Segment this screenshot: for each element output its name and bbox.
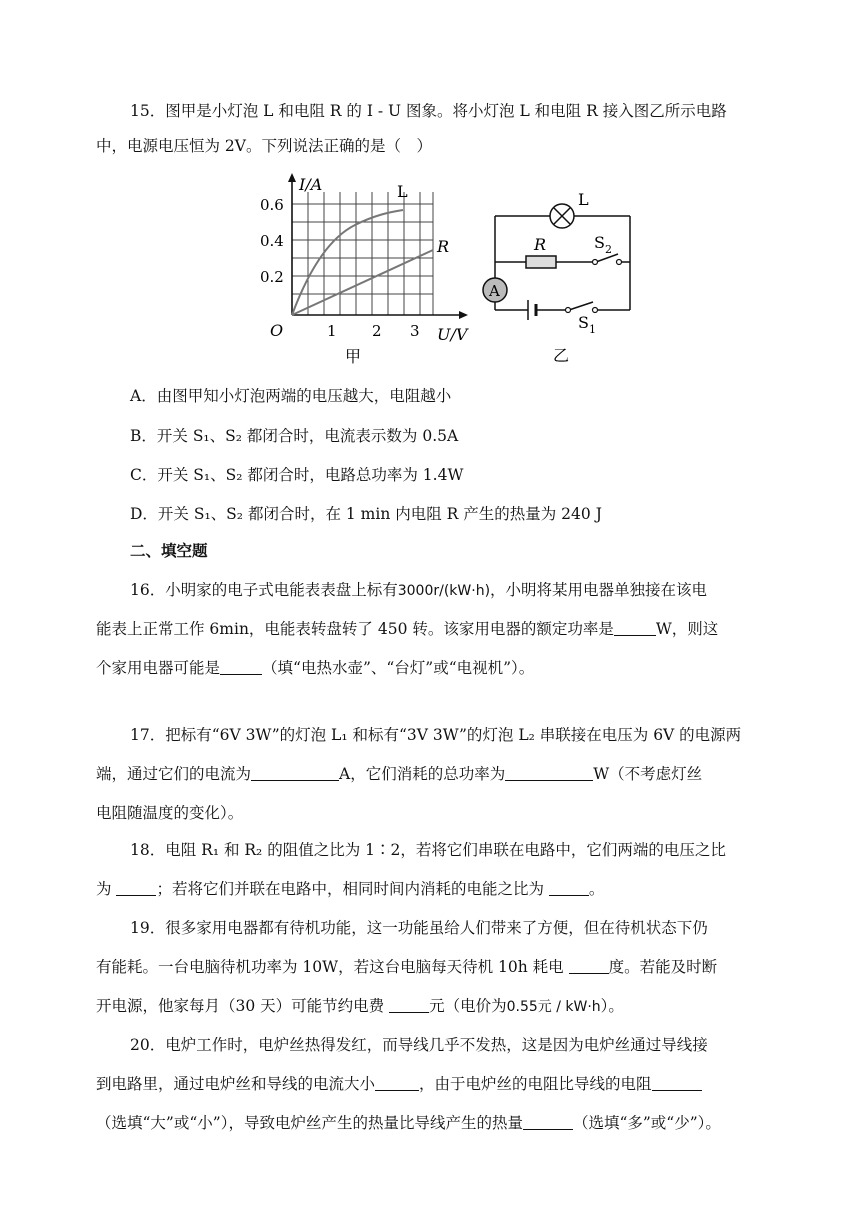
q18-blank-voltage-ratio bbox=[116, 877, 156, 896]
q16-line1: 16．小明家的电子式电能表表盘上标有3000r/(kW·h)，小明将某用电器单独接在该电 bbox=[130, 581, 708, 599]
line-R bbox=[292, 250, 433, 315]
q20-line3: （选填“大”或“小”），导致电炉丝产生的热量比导线产生的热量 （选填“多”或“少”）。 bbox=[96, 1105, 772, 1141]
q20-line1: 20．电炉工作时，电炉丝热得发红，而导线几乎不发热，这是因为电炉丝通过导线接 bbox=[130, 1036, 708, 1054]
meter-spec: 3000r/(kW·h) bbox=[397, 583, 491, 599]
curve-L bbox=[292, 210, 403, 315]
q19-blank-energy bbox=[569, 955, 609, 974]
q15-option-d: D．开关 S₁、S₂ 都闭合时，在 1 min 内电阻 R 产生的热量为 240 J bbox=[130, 505, 602, 523]
q18-line1: 18．电阻 R₁ 和 R₂ 的阻值之比为 1∶2，若将它们串联在电路中，它们两端的电压之比 bbox=[130, 841, 726, 859]
q15-option-a: A．由图甲知小灯泡两端的电压越大，电阻越小 bbox=[130, 387, 452, 405]
circuit-diagram bbox=[478, 188, 648, 368]
q20-blank-heat bbox=[523, 1111, 573, 1130]
q17-blank-power bbox=[505, 762, 593, 781]
q19-blank-cost bbox=[389, 994, 429, 1013]
q19-line3: 开电源，他家每月（30 天）可能节约电费 元（电价为0.55元 / kW·h）。 bbox=[96, 988, 772, 1025]
q19-line2: 有能耗。一台电脑待机功率为 10W，若这台电脑每天待机 10h 耗电 度。若能及时断 bbox=[96, 949, 772, 985]
graph-ytick-06: 0.6 bbox=[260, 196, 284, 214]
graph-ytick-04: 0.4 bbox=[260, 232, 284, 250]
graph-xtick-1: 1 bbox=[327, 322, 337, 340]
q16-blank-power bbox=[614, 617, 656, 636]
q15-line1: 15．图甲是小灯泡 L 和电阻 R 的 I - U 图象。将小灯泡 L 和电阻 R 接入图乙所示电路 bbox=[130, 102, 727, 120]
graph-ytick-02: 0.2 bbox=[260, 268, 284, 286]
q17-line1: 17．把标有“6V 3W”的灯泡 L₁ 和标有“3V 3W”的灯泡 L₂ 串联接在电压为 6V 的电源两 bbox=[130, 726, 742, 744]
graph-caption: 甲 bbox=[345, 347, 362, 366]
q20-blank-resistance bbox=[652, 1072, 702, 1091]
graph-xlabel: U/V bbox=[437, 325, 468, 344]
graph-origin: O bbox=[270, 321, 284, 340]
graph-xtick-3: 3 bbox=[410, 322, 420, 340]
q16-blank-device bbox=[220, 656, 262, 675]
q16-line2: 能表上正常工作 6min，电能表转盘转了 450 转。该家用电器的额定功率是 W，则这 bbox=[96, 611, 772, 647]
switch1-label: $S_1$ bbox=[578, 313, 596, 336]
q20-line2: 到电路里，通过电炉丝和导线的电流大小 ，由于电炉丝的电阻比导线的电阻 bbox=[96, 1066, 772, 1102]
iu-graph bbox=[255, 170, 480, 370]
switch2-label: $S_2$ bbox=[594, 233, 612, 256]
graph-R-label: R bbox=[437, 237, 450, 256]
q15-line2: 中，电源电压恒为 2V。下列说法正确的是（ ） bbox=[96, 137, 432, 155]
q19-line1: 19．很多家用电器都有待机功能，这一功能虽给人们带来了方便，但在待机状态下仍 bbox=[130, 919, 708, 937]
q17-line3: 电阻随温度的变化）。 bbox=[96, 804, 244, 822]
price-spec: 0.55元 / kW·h bbox=[506, 999, 601, 1015]
q20-blank-current bbox=[375, 1072, 419, 1091]
q17-blank-current bbox=[251, 762, 339, 781]
ammeter-label: A bbox=[489, 282, 500, 300]
q16-line3: 个家用电器可能是 （填“电热水壶”、“台灯”或“电视机”）。 bbox=[96, 650, 772, 686]
graph-ylabel: I/A bbox=[299, 175, 323, 194]
q15-option-c: C．开关 S₁、S₂ 都闭合时，电路总功率为 1.4W bbox=[130, 466, 464, 484]
q18-blank-energy-ratio bbox=[549, 877, 589, 896]
circuit-caption: 乙 bbox=[553, 346, 570, 365]
graph-xtick-2: 2 bbox=[372, 322, 382, 340]
section-title: 二、填空题 bbox=[130, 542, 208, 560]
graph-L-label: L bbox=[397, 182, 408, 201]
lamp-label: L bbox=[578, 190, 589, 209]
q17-line2: 端，通过它们的电流为 A，它们消耗的总功率为 W（不考虑灯丝 bbox=[96, 756, 772, 792]
q15-option-b: B．开关 S₁、S₂ 都闭合时，电流表示数为 0.5A bbox=[130, 427, 459, 445]
resistor-label: R bbox=[534, 235, 547, 254]
q18-line2: 为 ；若将它们并联在电路中，相同时间内消耗的电能之比为 。 bbox=[96, 871, 772, 907]
